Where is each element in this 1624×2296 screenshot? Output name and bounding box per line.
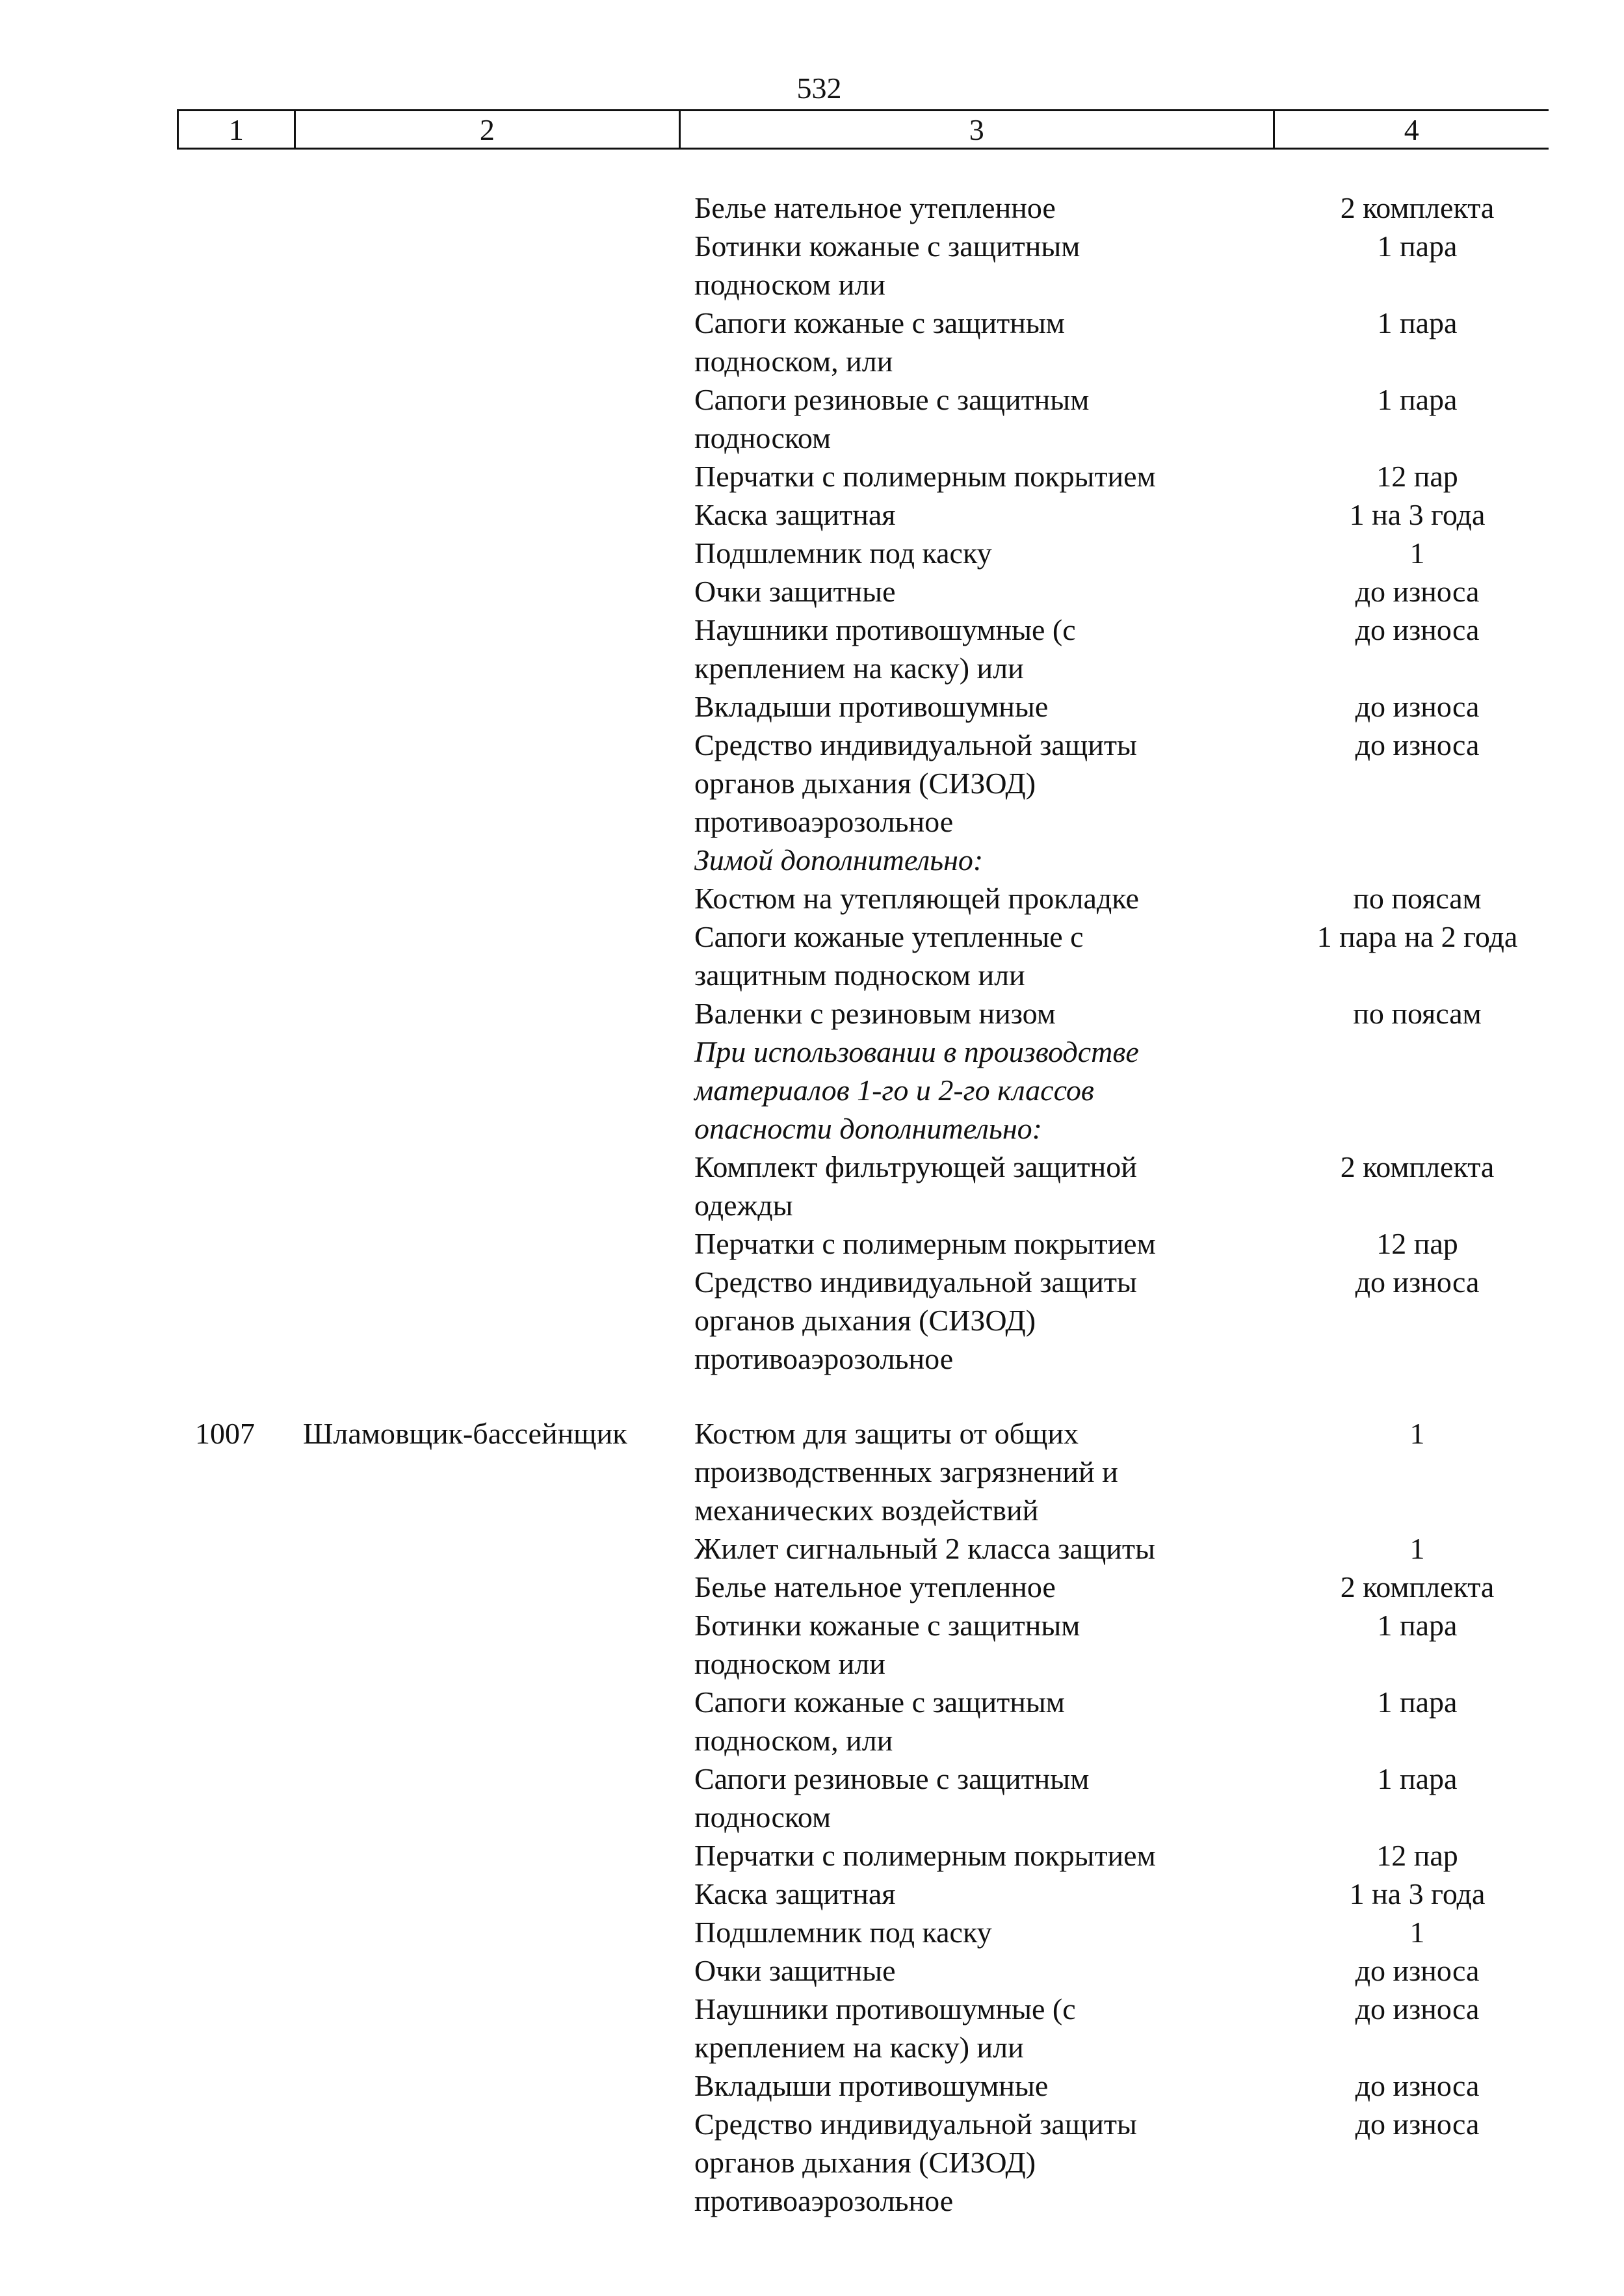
table-row [0,1529,1624,1568]
ppe-item-quantity: 1 пара [1377,230,1458,263]
ppe-item-name: Сапоги резиновые с защитным подноском [694,1762,1090,1834]
ppe-item-quantity: 2 комплекта [1340,1570,1495,1603]
ppe-item-name: Комплект фильтрующей защитной одежды [694,1150,1137,1222]
ppe-item-name: Костюм на утепляющей прокладке [694,882,1139,915]
table-row [0,457,1624,495]
table-row [0,1606,1624,1683]
page-number: 532 [796,72,842,105]
table-row [0,841,1624,879]
ppe-item-quantity: по поясам [1353,997,1482,1030]
ppe-item-name: Белье нательное утепленное [694,1570,1056,1603]
ppe-item-quantity: 1 пара [1377,1685,1458,1719]
ppe-item-quantity: до износа [1355,690,1480,723]
table-row [0,304,1624,380]
ppe-item-name: Костюм для защиты от общих производственных загрязнений и механических воздействий [694,1417,1118,1527]
ppe-item-name: Очки защитные [694,1954,896,1987]
ppe-item-quantity: до износа [1355,575,1480,608]
ppe-item-name: Средство индивидуальной защиты органов дыхания (СИЗОД) противоаэрозольное [694,728,1137,838]
table-row [0,2066,1624,2105]
table-row [0,1990,1624,2066]
ppe-item-quantity: 1 на 3 года [1349,498,1486,531]
ppe-item-quantity: 2 комплекта [1340,191,1495,224]
ppe-item-quantity: до износа [1355,613,1480,646]
ppe-item-quantity: 1 [1409,1532,1425,1565]
section-note: При использовании в производстве материалов 1-го и 2-го классов опасности дополнительно: [694,1035,1139,1145]
ppe-item-name: Перчатки с полимерным покрытием [694,1227,1156,1260]
ppe-item-name: Сапоги кожаные утепленные с защитным подноском или [694,920,1084,992]
section-note: Зимой дополнительно: [694,843,984,877]
ppe-item-quantity: 12 пар [1376,460,1458,493]
ppe-item-name: Сапоги резиновые с защитным подноском [694,383,1090,455]
table-row [0,994,1624,1033]
ppe-item-name: Вкладыши противошумные [694,2069,1049,2102]
table-row [0,495,1624,534]
table-row [0,1033,1624,1148]
profession-name: Шламовщик-бассейнщик [303,1417,627,1450]
table-row [0,1224,1624,1263]
ppe-item-name: Очки защитные [694,575,896,608]
ppe-item-name: Подшлемник под каску [694,536,992,570]
table-row [0,726,1624,841]
ppe-item-name: Сапоги кожаные с защитным подноском, или [694,1685,1065,1757]
ppe-item-name: Жилет сигнальный 2 класса защиты [694,1532,1155,1565]
ppe-item-name: Средство индивидуальной защиты органов дыхания (СИЗОД) противоаэрозольное [694,2107,1137,2217]
ppe-item-quantity: до износа [1355,1265,1480,1299]
table-row [0,879,1624,917]
ppe-item-quantity: до износа [1355,1992,1480,2025]
ppe-item-quantity: 12 пар [1376,1839,1458,1872]
ppe-item-name: Каска защитная [694,1877,896,1910]
ppe-item-name: Сапоги кожаные с защитным подноском, или [694,306,1065,378]
ppe-item-name: Наушники противошумные (с креплением на каску) или [694,613,1076,685]
table-row [0,380,1624,457]
table-row [0,1148,1624,1224]
ppe-item-quantity: 1 пара [1377,1762,1458,1795]
ppe-item-quantity: до износа [1355,2107,1480,2141]
ppe-item-name: Средство индивидуальной защиты органов дыхания (СИЗОД) противоаэрозольное [694,1265,1137,1375]
table-row [0,1568,1624,1606]
ppe-item-quantity: до износа [1355,2069,1480,2102]
column-header-2: 2 [296,111,681,148]
ppe-item-quantity: 1 пара [1377,383,1458,416]
ppe-item-name: Ботинки кожаные с защитным подноском или [694,1609,1080,1680]
table-row [0,1760,1624,1836]
column-header-4: 4 [1404,113,1419,146]
table-row [0,2105,1624,2220]
ppe-item-name: Вкладыши противошумные [694,690,1049,723]
column-header-row [177,109,1549,150]
ppe-item-quantity: 2 комплекта [1340,1150,1495,1183]
table-row [0,1263,1624,1378]
table-row [0,572,1624,611]
ppe-item-quantity: по поясам [1353,882,1482,915]
ppe-item-quantity: 1 [1409,536,1425,570]
ppe-item-name: Белье нательное утепленное [694,191,1056,224]
ppe-item-quantity: до износа [1355,728,1480,761]
ppe-item-quantity: 1 [1409,1417,1425,1450]
table-row [0,1836,1624,1875]
ppe-item-quantity: 1 пара [1377,1609,1458,1642]
ppe-item-name: Ботинки кожаные с защитным подноском или [694,230,1080,301]
ppe-item-quantity: 1 на 3 года [1349,1877,1486,1910]
ppe-item-name: Валенки с резиновым низом [694,997,1056,1030]
table-row [0,917,1624,994]
table-row [0,1414,1624,1529]
ppe-item-quantity: 1 [1409,1916,1425,1949]
ppe-item-name: Подшлемник под каску [694,1916,992,1949]
ppe-item-quantity: 12 пар [1376,1227,1458,1260]
ppe-item-name: Наушники противошумные (с креплением на каску) или [694,1992,1076,2064]
group-spacer [0,1378,1624,1414]
table-row [0,687,1624,726]
ppe-table-body [0,189,1624,2220]
column-header-3: 3 [681,111,1275,148]
table-row [0,1875,1624,1913]
ppe-item-quantity: 1 пара на 2 года [1316,920,1518,953]
ppe-item-name: Каска защитная [694,498,896,531]
profession-number: 1007 [195,1417,255,1450]
ppe-item-name: Перчатки с полимерным покрытием [694,460,1156,493]
ppe-item-quantity: 1 пара [1377,306,1458,339]
table-row [0,189,1624,227]
ppe-item-name: Перчатки с полимерным покрытием [694,1839,1156,1872]
table-row [0,611,1624,687]
table-row [0,1683,1624,1760]
table-row [0,1951,1624,1990]
ppe-item-quantity: до износа [1355,1954,1480,1987]
table-row [0,534,1624,572]
table-row [0,227,1624,304]
column-header-1: 1 [179,111,296,148]
table-row [0,1913,1624,1951]
